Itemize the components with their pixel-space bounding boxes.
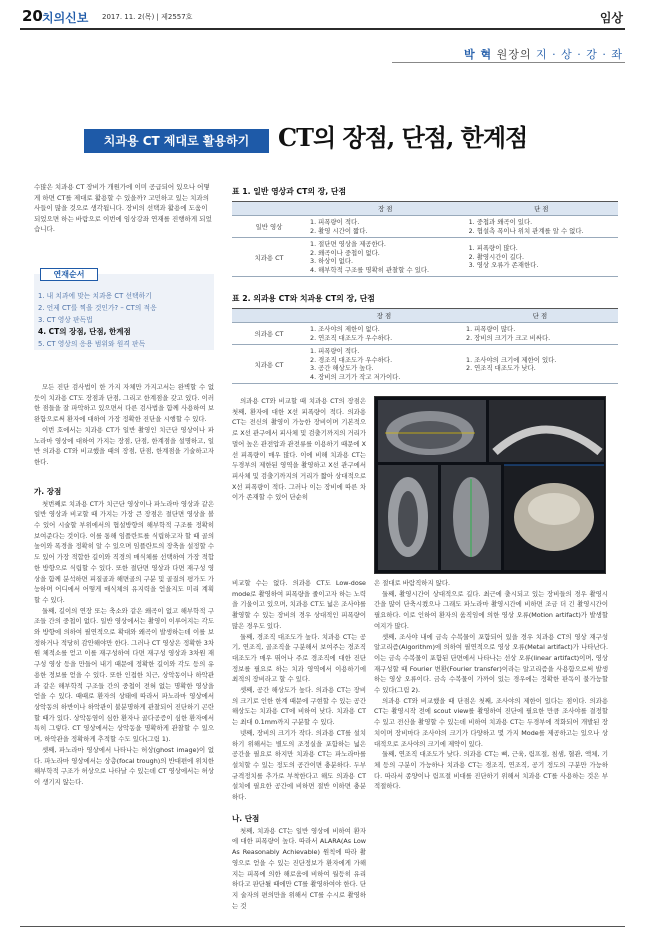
table-row (232, 345, 618, 384)
cons-cell: 1. 중첩과 왜곡이 있다. 2. 협설측 폭이나 위치 관계를 알 수 없다. (465, 216, 618, 238)
paragraph: 의과용 CT와 비교했을 때 단점은 첫째, 조사야의 제한이 있다는 점이다. 의과용 CT는 촬영시작 전에 scout view를 촬영하여 진단에 필요한 만큼 조사야를 결정할 수 있고 전신을 촬영할 수 있는데 비하여 치과용 CT는 두경부에 적화되어 개발된 장치이며 장비마다 조사야의 크기가 다양하고 몇 가지 Mode를 제공하고는 있으나 상대적으로 조사야의 크기에 제약이 있다. (374, 696, 608, 748)
header-rule (20, 28, 625, 30)
row-label: 일반 영상 (232, 216, 306, 238)
series-rule (392, 62, 625, 63)
paragraph: 은 절대로 바람직하지 않다. (374, 579, 451, 587)
series-name: 지 · 상 · 강 · 좌 (536, 48, 623, 61)
paragraph: 넷째, 장비의 크기가 작다. 의과용 CT를 설치하기 위해서는 별도의 조정실을 포함하는 넓은 공간을 필요로 하지만 치과용 CT는 파노라마를 설치할 수 있는 정도의 공간이면 충분하다. 두부규격정치를 추가로 부착한다고 해도 의과용 CT 설치에 필요한 공간에 비하면 절반 이하면 충분하다. (232, 728, 366, 802)
row-label: 의과용 CT (232, 323, 306, 345)
cons-cell: 1. 조사야의 크기에 제한이 있다. 2. 연조직 대조도가 낮다. (462, 345, 618, 384)
paragraph: 둘째, 촬영시간이 상대적으로 길다. 최근에 출시되고 있는 장비들의 경우 촬영시간을 많이 단축시켰으나 그래도 파노라마 촬영시간에 비하면 조금 더 긴 촬영시간이 필요하다. 이로 인하여 환자의 움직임에 의한 영상 오류(Motion artifact)가 발생할 여지가 많다. (374, 589, 608, 630)
ct-image (375, 397, 606, 574)
toc-item[interactable]: 3. CT 영상 판독법 (38, 316, 93, 324)
left-column (34, 382, 214, 788)
toc-item[interactable]: 1. 내 치과에 맞는 치과용 CT 선택하기 (38, 292, 152, 300)
issue-date: 2017. 11. 2(목) | 제2557호 (102, 13, 193, 21)
toc-item-current[interactable]: 4. CT의 장점, 단점, 한계점 (38, 327, 131, 336)
paragraph: 둘째, 경조직 대조도가 높다. 치과용 CT는 공기, 연조직, 골조직을 구분해서 보여주는 경조직 대조도가 매우 뛰어나 주로 경조직에 대한 진단 정보를 필요로 하는 치과 영역에서 이용하기에 최적의 장비라고 할 수 있다. (232, 632, 366, 684)
paragraph: 셋째, 조사야 내에 금속 수복물이 포함되어 있을 경우 치과용 CT의 영상 재구성 알고리즘(Algorithm)에 의하여 필연적으로 영상 오류(Metal artifact)가 나타난다. 이는 금속 수복물이 포함된 단면에서 나타나는 선상 오류(linear artifact)이며, 영상 재구성할 때 Fourier 변환(Fourier transfer)이라는 알고리즘을 사용함으로써 발생하는 영상 오류이다. 금속 수복물이 가까이 있는 경우에는 정확한 판독이 불가능할 수 있다(그림 2). (374, 632, 608, 695)
table2-corner (232, 309, 306, 323)
toc-heading: 연재순서 (40, 268, 98, 281)
table1 (232, 201, 618, 277)
section-name: 임상 (599, 11, 623, 25)
table1-header-cons: 단 점 (465, 202, 618, 216)
intro-text: 수많은 치과용 CT 장비가 개원가에 이미 공급되어 있으나 어떻게 하면 CT를 제대로 활용할 수 있을까? 고민하고 있는 치과의사들이 많을 것으로 생각됩니다. 장비의 선택과 활용에 도움이 되었으면 하는 바람으로 이번에 임상강좌 연재를 진행하게 되었습니다. (34, 183, 212, 233)
table-row (232, 238, 618, 277)
middle-column (232, 578, 366, 911)
table2-caption: 표 2. 의과용 CT와 치과용 CT의 장, 단점 (232, 294, 375, 303)
paragraph: 셋째, 파노라마 영상에서 나타나는 허상(ghost image)이 없다. 파노라마 영상에서는 상층(focal trough)의 반대편에 위치한 해부학적 구조가 허상으로 나타날 수 있는데 CT 영상에서는 허상이 생기지 않는다. (34, 745, 214, 786)
paragraph: 셋째, 공간 해상도가 높다. 의과용 CT는 장비의 크기로 인한 한계 때문에 구현할 수 있는 공간 해상도는 치과용 CT에 비하여 낮다. 치과용 CT는 최대 0.1mm까지 구분할 수 있다. (232, 686, 366, 727)
publication-name: 치의신보 (42, 11, 89, 25)
headline: CT의 장점, 단점, 한계점 (278, 123, 528, 152)
paragraph: 첫번째로 치과용 CT가 치근단 영상이나 파노라마 영상과 같은 일반 영상과 비교할 때 가지는 가장 큰 장점은 절단면 영상을 볼 수 있어 시술할 부위에서의 협설방향의 해부학적 구조를 정확히 보여준다는 것이다. 이를 통해 임플란트를 식립하고자 할 때 골의 높이와 폭경을 정확히 알 수 있으며 임플란트의 장축을 설정할 수도 있어 가장 적합한 길이와 직경의 매식체를 선택하여 가장 적합한 방향으로 식립할 수 있다. 또한 절단면 영상과 다면 재구성 영상을 함께 분석하면 피질골과 해면골의 구분 및 골질의 평가도 가능하며 어디에서 어떻게 매식체의 유지력을 얻을지도 미리 계획할 수 있다. (34, 499, 214, 604)
page-number: 20 (22, 7, 43, 25)
author-role: 원장의 (496, 48, 532, 61)
pros-cell: 1. 절단면 영상을 제공한다. 2. 왜곡이나 중첩이 없다. 3. 하상이 없다. 4. 해부학적 구조를 명확히 관찰할 수 있다. (306, 238, 465, 277)
pros-cell: 1. 조사야의 제한이 없다. 2. 연조직 대조도가 우수하다. (306, 323, 462, 345)
section-heading: 가. 장점 (34, 486, 62, 496)
row-label: 치과용 CT (232, 238, 306, 277)
toc-item[interactable]: 2. 언제 CT를 찍을 것인가? – CT의 적응 (38, 304, 157, 312)
footer-rule (20, 926, 625, 927)
right-column (374, 578, 608, 792)
paragraph: 비교할 수는 없다. 의과용 CT도 Low-dose mode로 촬영하여 피폭량을 줄이고자 하는 노력을 기울이고 있으며, 치과용 CT도 넓은 조사야를 촬영할 수 있는 장비의 경우 상대적인 피폭량이 많은 경우도 있다. (232, 579, 366, 630)
pros-cell: 1. 피폭량이 적다. 2. 경조직 대조도가 우수하다. 3. 공간 해상도가 높다. 4. 장비의 크기가 작고 저가이다. (306, 345, 462, 384)
table-row (232, 323, 618, 345)
series-title (464, 46, 623, 62)
table1-corner (232, 202, 306, 216)
table1-header-pros: 장 점 (306, 202, 465, 216)
paragraph: 의과용 CT와 비교할 때 치과용 CT의 장점은 첫째, 환자에 대한 X선 피폭량이 적다. 의과용 CT는 전신의 촬영이 가능한 장비이며 기본적으로 X선 관구에서 피사체 및 검출기까지의 거리가 멀어 높은 관전압과 관전류를 이용하기 때문에 X선 피폭량이 매우 많다. 이에 비해 치과용 CT는 두경부의 제한된 영역을 촬영하고 X선 관구에서 피사체 및 검출기까지의 거리가 짧아 상대적으로 X선 피폭량이 적다. 그러나 이는 장비에 따른 차이가 존재할 수 있어 단순히 (232, 397, 366, 502)
paragraph: 이번 호에서는 치과용 CT가 일반 촬영인 치근단 영상이나 파노라마 영상에 대하여 가지는 장점, 단점, 한계점을 설명하고, 일반 의과용 CT와 비교했을 때의 장점, 단점, 한계점을 기술하고자 한다. (34, 425, 214, 466)
toc-item[interactable]: 5. CT 영상의 응용 범위와 원격 판독 (38, 340, 146, 348)
table2-header-pros: 장 점 (306, 309, 462, 323)
pros-cell: 1. 피폭량이 적다. 2. 촬영 시간이 짧다. (306, 216, 465, 238)
ct-figure (374, 396, 606, 574)
table2-header-cons: 단 점 (462, 309, 618, 323)
toc-list (38, 290, 157, 350)
table2 (232, 308, 618, 384)
section-heading: 나. 단점 (232, 813, 260, 823)
paragraph: 둘째, 연조직 대조도가 낮다. 의과용 CT는 뼈, 근육, 림프절, 침샘, 혈관, 액체, 기체 등의 구분이 가능하나 치과용 CT는 경조직, 연조직, 공기 정도의 구분만 가능하다. 따라서 종양이나 림프절 비대를 진단하기 위해서 치과용 CT를 사용하는 것은 부적절하다. (374, 750, 608, 791)
cons-cell: 1. 피폭량이 많다. 2. 장비의 크기가 크고 비싸다. (462, 323, 618, 345)
table1-caption: 표 1. 일반 영상과 CT의 장, 단점 (232, 187, 346, 196)
paragraph: 모든 진단 검사법이 한 가지 자체만 가지고서는 완벽할 수 없듯이 치과용 CT도 장점과 단점, 그리고 한계점을 갖고 있다. 이러한 점들을 잘 파악하고 있으면서 다른 검사법을 함께 사용하여 보완함으로써 환자에 대하여 가장 정확한 진단을 시행할 수 있다. (34, 383, 214, 424)
paragraph: 첫째, 치과용 CT는 일반 영상에 비하여 환자에 대한 피폭량이 높다. 따라서 ALARA(As Low As Reasonably Achievable) 원칙에 따라 촬영으로 얻을 수 있는 진단정보가 환자에게 가해지는 피폭에 의한 해로움에 비하여 월등히 유리하다고 판단될 때에만 CT를 촬영하여야 한다. 단지 술자의 편의만을 위해서 CT를 수시로 촬영하는 것 (232, 826, 366, 910)
row-label: 치과용 CT (232, 345, 306, 384)
category-label: 치과용 CT 제대로 활용하기 (84, 129, 269, 153)
table-row (232, 216, 618, 238)
cons-cell: 1. 피폭량이 많다. 2. 촬영시간이 길다. 3. 영상 오류가 존재한다. (465, 238, 618, 277)
author-name: 박 혁 (464, 48, 493, 61)
paragraph: 둘째, 길이의 연장 또는 축소와 같은 왜곡이 없고 해부학적 구조들 간의 중첩이 없다. 일반 영상에서는 촬영이 이루어지는 각도와 방향에 의하여 필연적으로 확대와 왜곡이 발생하는데 이를 보정하거나 적당히 감안해야만 한다. 그러나 CT 영상은 정확한 3차원 체적소를 얻고 이를 재구성하여 다면 재구성 영상과 3차원 재구성 영상 등을 만들어 내기 때문에 정확한 길이와 각도 등의 유용한 정보를 얻을 수 있다. 또한 인접한 치근, 상악동이나 하악관과 같은 해부학적 구조들 간의 중첩이 전혀 없는 명확한 영상을 얻을 수 있다. 때때로 환자의 상태에 따라서 파노라마 영상에서 상악동의 하반이나 하악관이 불분명하게 관찰되어 진단하기 곤란할 때가 있다. 상악동염이 심한 환자나 골다공증이 심한 환자에서 특히 그렇다. CT 영상에서는 상악동을 명확하게 관찰할 수 있으며, 하악관을 정확하게 추적할 수도 있다(그림 1). (34, 606, 214, 744)
